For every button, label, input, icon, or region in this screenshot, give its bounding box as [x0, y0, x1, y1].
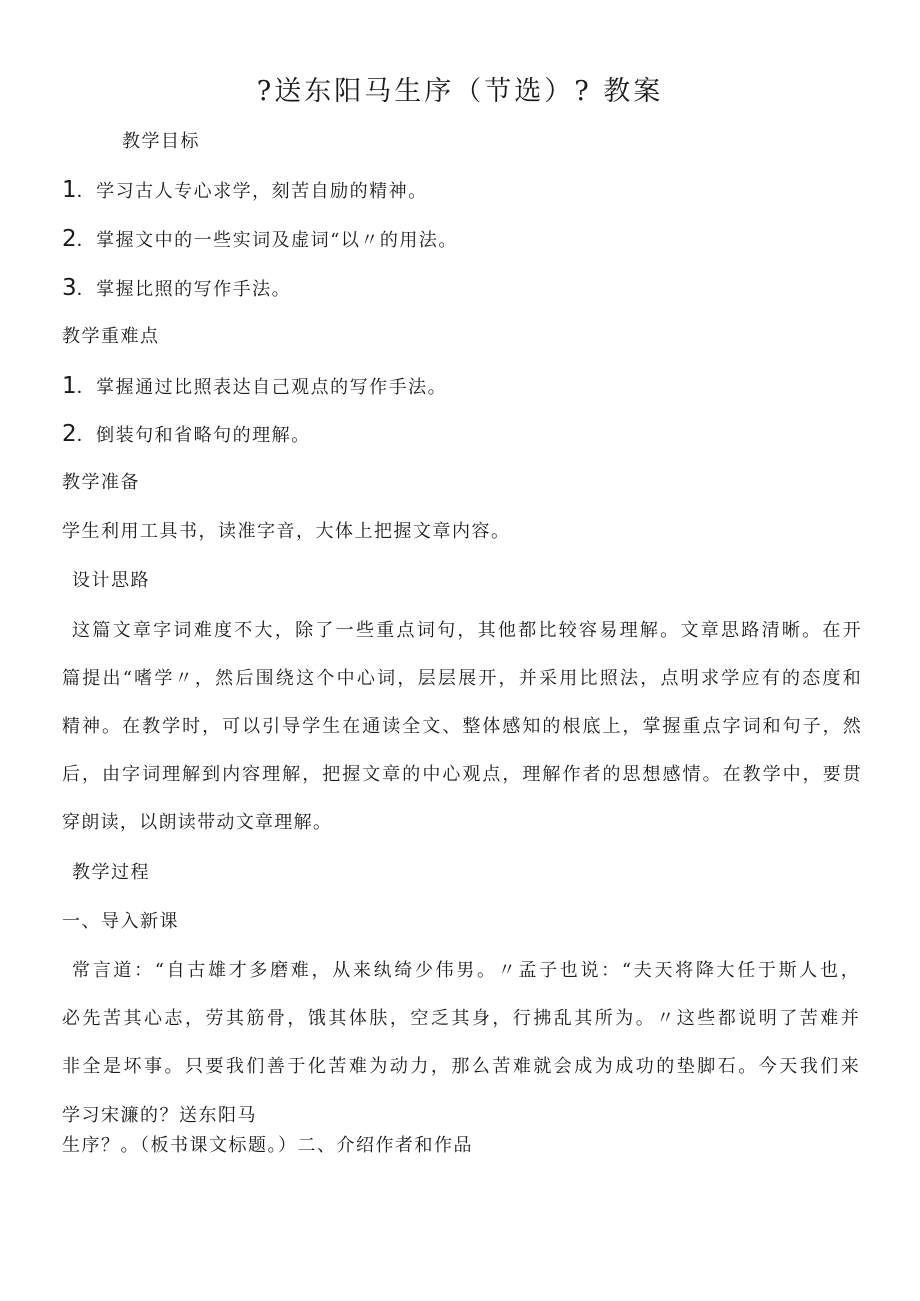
document-title: ?送东阳马生序（节选）? 教案 — [256, 76, 664, 107]
key-points-heading: 教学重难点 — [62, 326, 160, 347]
goal-item-text: ．学习古人专心求学，刻苦自励的精神。 — [76, 181, 428, 202]
key-point-item — [62, 422, 311, 448]
step-heading: 一、导入新课 — [62, 911, 179, 932]
goal-item-number: 3 — [62, 275, 77, 301]
paragraph-line: 必先苦其心志，劳其筋骨，饿其体肤，空乏其身，行拂乱其所为。〃这些都说明了苦难并 — [62, 1008, 860, 1029]
goal-item-number: 2 — [62, 226, 77, 252]
paragraph-line: 常言道：“自古雄才多磨难，从来纨绮少伟男。〃孟子也说：“夫天将降大任于斯人也， — [72, 960, 860, 981]
board-line: 生序？。（板书课文标题。）二、介绍作者和作品 — [62, 1135, 473, 1156]
preparation-heading: 教学准备 — [62, 472, 140, 493]
key-point-text: ．掌握通过比照表达自己观点的写作手法。 — [76, 377, 448, 398]
intro-paragraph — [62, 947, 860, 1091]
goals-heading: 教学目标 — [122, 131, 200, 152]
design-paragraph — [62, 607, 862, 847]
key-point-item — [62, 374, 447, 400]
goal-item — [62, 227, 458, 253]
goal-item — [62, 276, 291, 302]
goal-item-text: ．掌握比照的写作手法。 — [76, 279, 292, 300]
paragraph-line: 精神。在教学时，可以引导学生在通读全文、整体感知的根底上，掌握重点字词和句子，然 — [62, 716, 862, 737]
goal-item — [62, 178, 428, 204]
intro-tail: 学习宋濂的？送东阳马 — [62, 1105, 257, 1126]
design-heading: 设计思路 — [72, 570, 150, 591]
goal-item-text: ．掌握文中的一些实词及虚词“以〃的用法。 — [76, 230, 458, 251]
paragraph-line: 篇提出“嗜学〃，然后围绕这个中心词，层层展开，并采用比照法，点明求学应有的态度和 — [62, 668, 862, 689]
paragraph-line: 后，由字词理解到内容理解，把握文章的中心观点，理解作者的思想感情。在教学中，要贯 — [62, 764, 862, 785]
key-point-number: 1 — [62, 373, 77, 399]
preparation-text: 学生利用工具书，读准字音，大体上把握文章内容。 — [62, 521, 511, 542]
process-heading: 教学过程 — [72, 862, 150, 883]
key-point-number: 2 — [62, 421, 77, 447]
paragraph-line: 这篇文章字词难度不大，除了一些重点词句，其他都比较容易理解。文章思路清晰。在开 — [72, 620, 862, 641]
goal-item-number: 1 — [62, 177, 77, 203]
paragraph-line: 非全是坏事。只要我们善于化苦难为动力，那么苦难就会成为成功的垫脚石。今天我们来 — [62, 1056, 860, 1077]
key-point-text: ．倒装句和省略句的理解。 — [76, 425, 311, 446]
paragraph-line: 穿朗读，以朗读带动文章理解。 — [62, 812, 333, 833]
